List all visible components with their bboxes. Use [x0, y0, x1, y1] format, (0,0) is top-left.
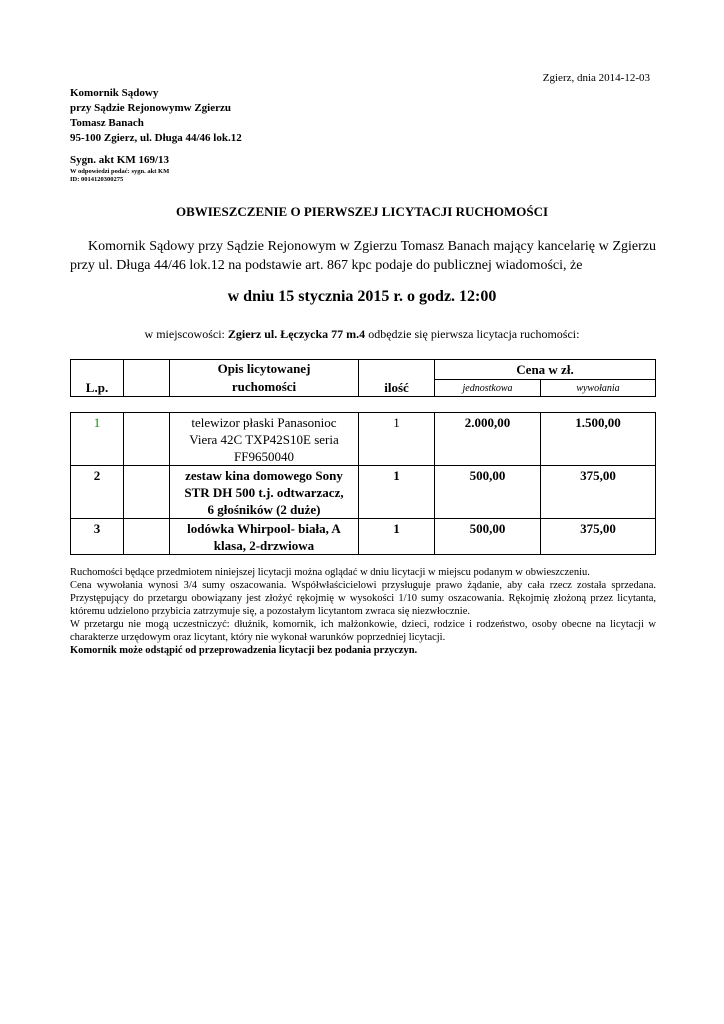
row-unit-price: 2.000,00 — [435, 413, 541, 466]
row-empty — [124, 413, 170, 466]
row-lp: 3 — [71, 519, 124, 555]
sender-block — [70, 86, 242, 146]
table-row — [71, 519, 656, 555]
note-paragraph: Ruchomości będące przedmiotem niniejszej licytacji można oglądać w dniu licytacji w miejscu podanym w obwieszczeniu. — [70, 567, 590, 578]
items-table — [70, 412, 656, 555]
header-unit-price: jednostkowa — [435, 380, 541, 397]
description-line: klasa, 2-drzwiowa — [213, 538, 315, 553]
header-lp: L.p. — [71, 360, 124, 397]
sender-line: 95-100 Zgierz, ul. Długa 44/46 lok.12 — [70, 132, 242, 144]
description-line: FF9650040 — [234, 449, 294, 464]
header-price: Cena w zł. — [435, 360, 656, 380]
table-row — [71, 466, 656, 519]
location-place: Zgierz ul. Łęczycka 77 m.4 — [227, 327, 366, 341]
row-description — [170, 519, 359, 555]
row-description — [170, 466, 359, 519]
note-paragraph: Cena wywołania wynosi 3/4 sumy oszacowania. Współwłaścicielowi przysługuje prawo żądanie, aby cała rzecz została sprzedana. Przystępujący do przetargu obowiązany jest złożyć rękojmię w wysokości 1/10 sumy oszacowania. Rękojmię złożoną przez licytanta, któremu udzielono przybicia zatrzymuje się, a pozostałym licytantom zwraca się niezwłocznie. — [70, 580, 656, 617]
auction-location — [0, 327, 724, 342]
header-description — [170, 360, 359, 397]
row-unit-price: 500,00 — [435, 466, 541, 519]
notes-block — [70, 566, 656, 657]
description-line: telewizor płaski Panasonioc — [191, 415, 337, 430]
description-line: STR DH 500 t.j. odtwarzacz, — [184, 485, 344, 500]
row-call-price: 375,00 — [541, 466, 656, 519]
row-lp: 1 — [71, 413, 124, 466]
auction-date: w dniu 15 stycznia 2015 r. o godz. 12:00 — [227, 288, 497, 305]
description-line: zestaw kina domowego Sony — [185, 468, 343, 483]
row-quantity: 1 — [359, 466, 435, 519]
header-empty — [124, 360, 170, 397]
row-description — [170, 413, 359, 466]
description-line: Viera 42C TXP42S10E seria — [189, 432, 339, 447]
document-title: OBWIESZCZENIE O PIERWSZEJ LICYTACJI RUCHOMOŚCI — [175, 204, 549, 219]
sender-line: Komornik Sądowy — [70, 87, 159, 99]
header-quantity: ilość — [359, 360, 435, 397]
document-date: Zgierz, dnia 2014-12-03 — [542, 72, 650, 84]
note-paragraph: Komornik może odstąpić od przeprowadzenia licytacji bez podania przyczyn. — [70, 645, 418, 656]
sender-line: Tomasz Banach — [70, 117, 144, 129]
note-paragraph: W przetargu nie mogą uczestniczyć: dłużnik, komornik, ich małżonkowie, dzieci, rodzice i rodzeństwo, osoby obecne na licytacji w charakterze urzędowym oraz licytant, który nie wykonał warunków poprzedniej licytacji. — [70, 619, 656, 643]
reply-note: W odpowiedzi podać: sygn. akt KM — [70, 168, 170, 175]
header-description-line: Opis licytowanej — [217, 361, 311, 376]
row-quantity: 1 — [359, 413, 435, 466]
location-prefix: w miejscowości: — [144, 327, 228, 341]
description-line: 6 głośników (2 duże) — [207, 502, 321, 517]
row-call-price: 375,00 — [541, 519, 656, 555]
case-number: Sygn. akt KM 169/13 — [70, 154, 170, 166]
header-description-line: ruchomości — [231, 379, 297, 394]
intro-paragraph: Komornik Sądowy przy Sądzie Rejonowym w Zgierzu Tomasz Banach mający kancelarię w Zgierzu przy ul. Długa 44/46 lok.12 na podstawie art. 867 kpc podaje do publicznej wiadomości, że — [70, 239, 656, 273]
header-call-price: wywołania — [541, 380, 656, 397]
sender-line: przy Sądzie Rejonowymw Zgierzu — [70, 102, 232, 114]
table-row — [71, 413, 656, 466]
location-suffix: odbędzie się pierwsza licytacja ruchomości: — [365, 327, 580, 341]
row-empty — [124, 519, 170, 555]
description-line: lodówka Whirpool- biała, A — [187, 521, 341, 536]
table-header — [70, 359, 656, 397]
document-id: ID: 0014120300275 — [70, 176, 124, 183]
row-lp: 2 — [71, 466, 124, 519]
row-empty — [124, 466, 170, 519]
row-call-price: 1.500,00 — [541, 413, 656, 466]
row-unit-price: 500,00 — [435, 519, 541, 555]
row-quantity: 1 — [359, 519, 435, 555]
